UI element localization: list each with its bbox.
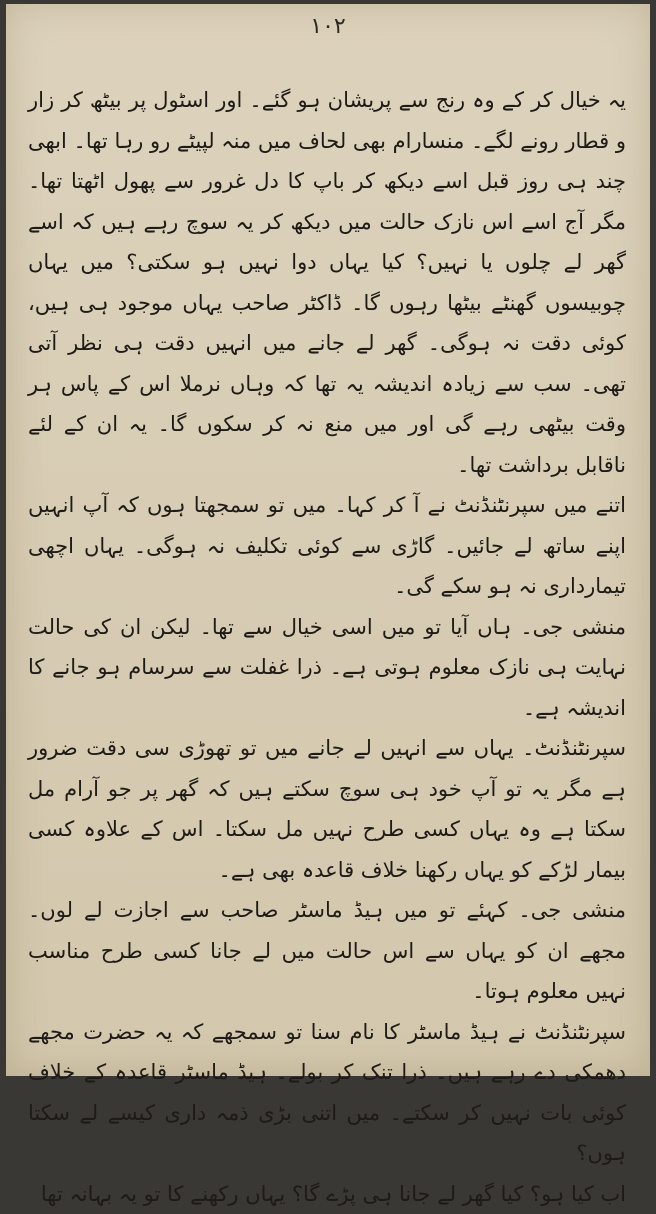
paragraph-4: سپرنٹنڈنٹ۔ یہاں سے انہیں لے جانے میں تو تھوڑی سی دقت ضرور ہے مگر یہ تو آپ خود ہی سوچ سکتے ہیں کہ گھر پر جو آرام مل سکتا ہے وہ یہاں کسی طرح نہیں مل سکتا۔ اس کے علاوہ کسی بیمار لڑکے کو یہاں رکھنا خلاف قاعدہ بھی ہے۔ [28, 728, 626, 890]
paragraph-3: منشی جی۔ ہاں آیا تو میں اسی خیال سے تھا۔ لیکن ان کی حالت نہایت ہی نازک معلوم ہوتی ہے۔ ذرا غفلت سے سرسام ہو جانے کا اندیشہ ہے۔ [28, 607, 626, 729]
paragraph-1: یہ خیال کر کے وہ رنج سے پریشان ہو گئے۔ اور اسٹول پر بیٹھ کر زار و قطار رونے لگے۔ منسارام بھی لحاف میں منہ لپیٹے رو رہا تھا۔ ابھی چند ہی روز قبل اسے دیکھ کر باپ کا دل غرور سے پھول اٹھتا تھا۔ مگر آج اسے اس نازک حالت میں دیکھ کر یہ سوچ رہے ہیں کہ اسے گھر لے چلوں یا نہیں؟ کیا یہاں دوا نہیں ہو سکتی؟ میں یہاں چوبیسوں گھنٹے بیٹھا رہوں گا۔ ڈاکٹر صاحب یہاں موجود ہی ہیں، کوئی دقت نہ ہوگی۔ گھر لے جانے میں انہیں دقت ہی نظر آتی تھی۔ سب سے زیادہ اندیشہ یہ تھا کہ وہاں نرملا اس کے پاس ہر وقت بیٹھی رہے گی اور میں منع نہ کر سکوں گا۔ یہ ان کے لئے ناقابل برداشت تھا۔ [28, 80, 626, 485]
page-number: ۱۰۲ [6, 14, 650, 39]
book-page [6, 4, 650, 1076]
paragraph-2: اتنے میں سپرنٹنڈنٹ نے آ کر کہا۔ میں تو سمجھتا ہوں کہ آپ انہیں اپنے ساتھ لے جائیں۔ گاڑی سے کوئی تکلیف نہ ہوگی۔ یہاں اچھی تیمارداری نہ ہو سکے گی۔ [28, 485, 626, 607]
page-text [28, 80, 626, 1214]
paragraph-5: منشی جی۔ کہئے تو میں ہیڈ ماسٹر صاحب سے اجازت لے لوں۔ مجھے ان کو یہاں سے اس حالت میں لے جانا کسی طرح مناسب نہیں معلوم ہوتا۔ [28, 890, 626, 1012]
paragraph-6: سپرنٹنڈنٹ نے ہیڈ ماسٹر کا نام سنا تو سمجھے کہ یہ حضرت مجھے دھمکی دے رہے ہیں۔ ذرا تنک کر بولے۔ ہیڈ ماسٹر قاعدہ کے خلاف کوئی بات نہیں کر سکتے۔ میں اتنی بڑی ذمہ داری کیسے لے سکتا ہوں؟ [28, 1012, 626, 1174]
paragraph-7: اب کیا ہو؟ کیا گھر لے جانا ہی پڑے گا؟ یہاں رکھنے کا تو یہ بہانہ تھا [28, 1174, 626, 1214]
